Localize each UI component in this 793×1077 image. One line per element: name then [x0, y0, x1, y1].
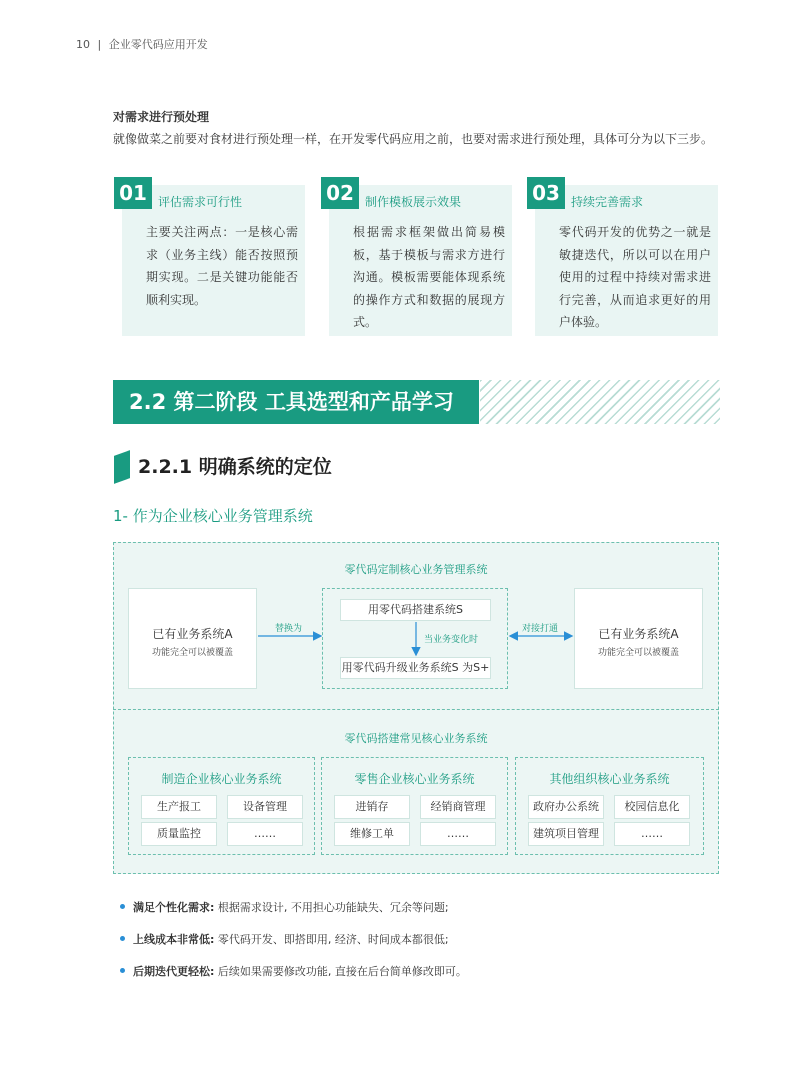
existing-system-right	[574, 588, 703, 689]
intro-title: 对需求进行预处理	[113, 110, 210, 124]
step-body: 主要关注两点：一是核心需求（业务主线）能否按照预期实现。二是关键功能能否顺利实现。	[146, 225, 298, 307]
connect-arrow-label: 对接打通	[522, 624, 559, 634]
page-number: 10	[76, 38, 90, 51]
step-title: 持续完善需求	[571, 195, 644, 209]
group-item: 经销商管理	[420, 795, 496, 819]
diagram-bottom-title: 零代码搭建常见核心业务系统	[344, 732, 488, 745]
header-separator: |	[97, 38, 102, 51]
group-item: 建筑项目管理	[528, 822, 604, 846]
group-manufacturing	[128, 757, 315, 855]
step-card-2	[326, 181, 512, 336]
diagram-top-title: 零代码定制核心业务管理系统	[344, 563, 488, 576]
system-subtitle: 功能完全可以被覆盖	[151, 648, 233, 658]
bullet-dot-icon	[120, 968, 125, 973]
group-title: 其他组织核心业务系统	[549, 772, 670, 786]
group-item: 设备管理	[227, 795, 303, 819]
group-item: ……	[420, 822, 496, 846]
diagram-divider	[113, 709, 719, 710]
bullet-bold: 后期迭代更轻松:	[133, 965, 215, 978]
group-item: 生产报工	[141, 795, 217, 819]
group-item: ……	[227, 822, 303, 846]
step-body: 根据需求框架做出简易模板，基于模板与需求方进行沟通。模板需要能体现系统的操作方式和数据的展现方式。	[353, 225, 505, 329]
group-retail	[321, 757, 508, 855]
bullet-dot-icon	[120, 936, 125, 941]
doc-title: 企业零代码应用开发	[108, 38, 208, 51]
group-title: 制造企业核心业务系统	[161, 772, 282, 786]
section-title: 2.2 第二阶段 工具选型和产品学习	[113, 380, 479, 424]
group-item: 校园信息化	[614, 795, 690, 819]
group-other	[515, 757, 704, 855]
step-card-1	[119, 181, 305, 336]
system-title: 已有业务系统A	[152, 627, 233, 641]
bullet-bold: 满足个性化需求:	[133, 901, 215, 914]
bullet-text: 零代码开发、即搭即用, 经济、时间成本都很低;	[214, 933, 449, 946]
bullet-item	[120, 899, 449, 915]
bullet-item	[120, 931, 449, 947]
upgrade-system-box: 用零代码升级业务系统S 为S+	[340, 657, 491, 679]
bullet-text: 后续如果需要修改功能, 直接在后台简单修改即可。	[214, 965, 467, 978]
bullet-item	[120, 963, 467, 979]
page-header	[76, 36, 208, 52]
bullet-text: 根据需求设计, 不用担心功能缺失、冗余等问题;	[214, 901, 449, 914]
intro-text: 就像做菜之前要对食材进行预处理一样，在开发零代码应用之前，也要对需求进行预处理，具体可分为以下三步。	[113, 132, 714, 146]
step-card-3	[532, 181, 718, 336]
center-arrow-label: 当业务变化时	[424, 635, 479, 645]
step-number: 03	[527, 177, 565, 209]
section-hatch-decoration	[480, 380, 720, 424]
step-number: 02	[321, 177, 359, 209]
subsection-title: 2.2.1 明确系统的定位	[138, 456, 332, 478]
heading-3: 1- 作为企业核心业务管理系统	[113, 507, 313, 525]
group-item: ……	[614, 822, 690, 846]
group-item: 政府办公系统	[528, 795, 604, 819]
step-body: 零代码开发的优势之一就是敏捷迭代，所以可以在用户使用的过程中持续对需求进行完善，从而追求更好的用户体验。	[559, 225, 711, 329]
subsection-marker-icon	[114, 450, 130, 484]
existing-system-left	[128, 588, 257, 689]
step-title: 评估需求可行性	[158, 195, 243, 209]
step-title: 制作模板展示效果	[365, 195, 462, 209]
group-title: 零售企业核心业务系统	[354, 772, 475, 786]
build-system-box: 用零代码搭建系统S	[340, 599, 491, 621]
system-title: 已有业务系统A	[598, 627, 679, 641]
group-item: 质量监控	[141, 822, 217, 846]
group-item: 进销存	[334, 795, 410, 819]
group-item: 维修工单	[334, 822, 410, 846]
bullet-bold: 上线成本非常低:	[133, 933, 215, 946]
replace-arrow-label: 替换为	[275, 624, 303, 634]
bullet-dot-icon	[120, 904, 125, 909]
step-number: 01	[114, 177, 152, 209]
system-subtitle: 功能完全可以被覆盖	[597, 648, 679, 658]
